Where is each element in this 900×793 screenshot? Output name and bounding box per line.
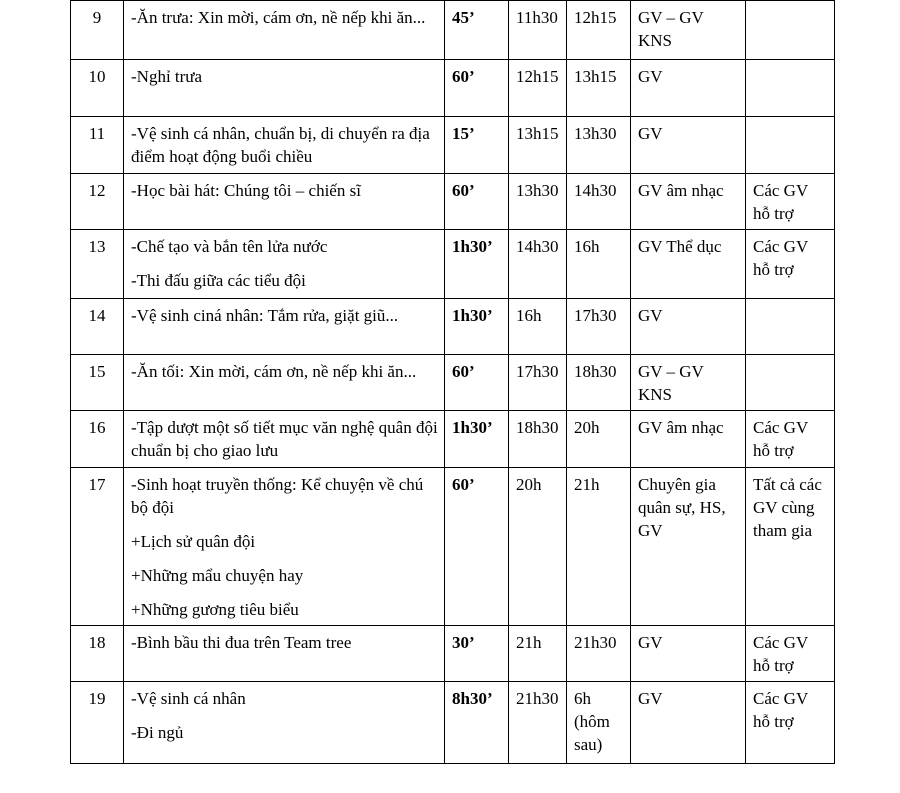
start-time-cell: 14h30 xyxy=(509,230,567,299)
row-number-cell: 13 xyxy=(71,230,124,299)
start-time-cell: 20h xyxy=(509,468,567,626)
row-number-cell: 10 xyxy=(71,60,124,117)
start-time-cell: 11h30 xyxy=(509,1,567,60)
start-time-cell: 21h xyxy=(509,626,567,682)
activity-line: +Những mẩu chuyện hay xyxy=(131,566,304,585)
duration-cell: 60’ xyxy=(445,468,509,626)
end-time-cell: 13h30 xyxy=(567,117,631,174)
row-number-cell: 19 xyxy=(71,682,124,764)
end-time-cell: 18h30 xyxy=(567,355,631,411)
support-cell: Các GV hỗ trợ xyxy=(746,682,835,764)
row-number-cell: 15 xyxy=(71,355,124,411)
start-time-cell: 21h30 xyxy=(509,682,567,764)
schedule-row xyxy=(71,299,835,355)
schedule-body xyxy=(71,1,835,764)
duration-cell: 45’ xyxy=(445,1,509,60)
schedule-row xyxy=(71,117,835,174)
row-number-cell: 9 xyxy=(71,1,124,60)
activity-line: -Vệ sinh cá nhân xyxy=(131,689,246,708)
duration-cell: 1h30’ xyxy=(445,299,509,355)
support-cell: Các GV hỗ trợ xyxy=(746,230,835,299)
schedule-row xyxy=(71,411,835,468)
staff-cell: GV xyxy=(631,60,746,117)
activity-cell xyxy=(124,174,445,230)
schedule-row xyxy=(71,468,835,626)
staff-cell: GV xyxy=(631,117,746,174)
activity-cell xyxy=(124,468,445,626)
activity-cell xyxy=(124,117,445,174)
activity-line: -Đi ngủ xyxy=(131,723,184,742)
activity-line: -Ăn trưa: Xin mời, cám ơn, nề nếp khi ăn... xyxy=(131,8,426,27)
support-cell: Các GV hỗ trợ xyxy=(746,411,835,468)
end-time-cell: 21h30 xyxy=(567,626,631,682)
schedule-row xyxy=(71,355,835,411)
start-time-cell: 17h30 xyxy=(509,355,567,411)
activity-cell xyxy=(124,230,445,299)
activity-line: -Học bài hát: Chúng tôi – chiến sĩ xyxy=(131,181,361,200)
duration-cell: 1h30’ xyxy=(445,230,509,299)
row-number-cell: 12 xyxy=(71,174,124,230)
staff-cell: GV xyxy=(631,682,746,764)
staff-cell: Chuyên gia quân sự, HS, GV xyxy=(631,468,746,626)
activity-line: -Sinh hoạt truyền thống: Kể chuyện về chú bộ đội xyxy=(131,475,424,517)
schedule-table xyxy=(70,0,835,764)
activity-line: +Những gương tiêu biểu xyxy=(131,600,299,619)
schedule-row xyxy=(71,60,835,117)
start-time-cell: 12h15 xyxy=(509,60,567,117)
duration-cell: 1h30’ xyxy=(445,411,509,468)
end-time-cell: 13h15 xyxy=(567,60,631,117)
schedule-row xyxy=(71,174,835,230)
staff-cell: GV – GV KNS xyxy=(631,1,746,60)
support-cell xyxy=(746,60,835,117)
activity-cell xyxy=(124,682,445,764)
activity-line: -Tập dượt một số tiết mục văn nghệ quân đội chuẩn bị cho giao lưu xyxy=(131,418,438,460)
end-time-cell: 16h xyxy=(567,230,631,299)
end-time-cell: 21h xyxy=(567,468,631,626)
duration-cell: 60’ xyxy=(445,60,509,117)
activity-cell xyxy=(124,411,445,468)
activity-line: -Thi đấu giữa các tiểu đội xyxy=(131,271,306,290)
support-cell: Các GV hỗ trợ xyxy=(746,626,835,682)
end-time-cell: 14h30 xyxy=(567,174,631,230)
support-cell xyxy=(746,117,835,174)
support-cell xyxy=(746,1,835,60)
duration-cell: 30’ xyxy=(445,626,509,682)
staff-cell: GV – GV KNS xyxy=(631,355,746,411)
activity-line: -Bình bầu thi đua trên Team tree xyxy=(131,633,352,652)
row-number-cell: 18 xyxy=(71,626,124,682)
activity-line: -Chế tạo và bắn tên lửa nước xyxy=(131,237,328,256)
activity-line: -Ăn tối: Xin mời, cám ơn, nề nếp khi ăn... xyxy=(131,362,417,381)
staff-cell: GV âm nhạc xyxy=(631,174,746,230)
schedule-row xyxy=(71,682,835,764)
end-time-cell: 17h30 xyxy=(567,299,631,355)
end-time-cell: 6h (hôm sau) xyxy=(567,682,631,764)
row-number-cell: 17 xyxy=(71,468,124,626)
start-time-cell: 13h30 xyxy=(509,174,567,230)
start-time-cell: 13h15 xyxy=(509,117,567,174)
schedule-row xyxy=(71,626,835,682)
duration-cell: 15’ xyxy=(445,117,509,174)
activity-cell xyxy=(124,626,445,682)
activity-line: -Vệ sinh cá nhân, chuẩn bị, di chuyển ra địa điểm hoạt động buổi chiều xyxy=(131,124,430,166)
activity-cell xyxy=(124,60,445,117)
duration-cell: 60’ xyxy=(445,174,509,230)
support-cell: Tất cả các GV cùng tham gia xyxy=(746,468,835,626)
duration-cell: 8h30’ xyxy=(445,682,509,764)
row-number-cell: 11 xyxy=(71,117,124,174)
start-time-cell: 16h xyxy=(509,299,567,355)
row-number-cell: 16 xyxy=(71,411,124,468)
end-time-cell: 12h15 xyxy=(567,1,631,60)
support-cell xyxy=(746,299,835,355)
support-cell xyxy=(746,355,835,411)
staff-cell: GV âm nhạc xyxy=(631,411,746,468)
staff-cell: GV xyxy=(631,626,746,682)
start-time-cell: 18h30 xyxy=(509,411,567,468)
activity-line: -Nghỉ trưa xyxy=(131,67,203,86)
schedule-row xyxy=(71,230,835,299)
activity-line: +Lịch sử quân đội xyxy=(131,532,256,551)
row-number-cell: 14 xyxy=(71,299,124,355)
staff-cell: GV xyxy=(631,299,746,355)
duration-cell: 60’ xyxy=(445,355,509,411)
activity-line: -Vệ sinh ciná nhân: Tắm rửa, giặt giũ... xyxy=(131,306,399,325)
activity-cell xyxy=(124,299,445,355)
activity-cell xyxy=(124,1,445,60)
schedule-row xyxy=(71,1,835,60)
end-time-cell: 20h xyxy=(567,411,631,468)
support-cell: Các GV hỗ trợ xyxy=(746,174,835,230)
activity-cell xyxy=(124,355,445,411)
staff-cell: GV Thể dục xyxy=(631,230,746,299)
